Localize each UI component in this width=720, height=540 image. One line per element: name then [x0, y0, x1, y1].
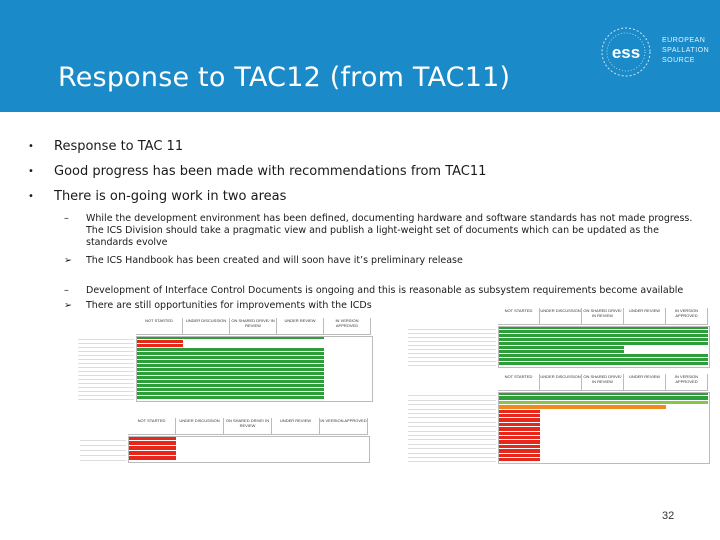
icd-status-table-d [378, 374, 712, 464]
bullet-item: • Good progress has been made with recommendations from TAC11 [24, 159, 704, 184]
icd-status-table-b [80, 418, 370, 462]
bullet-dot-icon: • [28, 191, 34, 202]
slide-header [0, 0, 720, 112]
table-row-label [408, 362, 496, 366]
table-column-header: UNDER REVIEW [272, 418, 320, 435]
bullet-list [24, 134, 704, 312]
bullet-dot-icon: • [28, 141, 34, 152]
icd-status-table-c [378, 308, 712, 370]
table-row-label [408, 458, 496, 462]
table-column-header: UNDER DISCUSSION [540, 308, 582, 325]
sub-point: – While the development environment has been defined, documenting hardware and software standards has not made progress. The ICS Division should take a pragmatic view and publish a light-weight set of documents which can be updated as the standards evolve [64, 213, 693, 248]
table-column-header: IN VERSION APPROVED [324, 318, 371, 335]
table-column-header: ON SHARED DRIVE/ IN REVIEW [582, 374, 624, 391]
bullet-item: • There is on-going work in two areas [24, 184, 704, 209]
table-column-header: ON SHARED DRIVE/ IN REVIEW [582, 308, 624, 325]
slide-title: Response to TAC12 (from TAC11) [58, 62, 511, 93]
table-column-header: ON SHARED DRIVE/ IN REVIEW [224, 418, 272, 435]
icd-status-table-a [38, 318, 374, 400]
logo-text: EUROPEAN SPALLATION SOURCE [662, 37, 710, 64]
table-row-label [80, 456, 126, 461]
table-column-header: NOT STARTED [128, 418, 176, 435]
sub-point: ➢ There are still opportunities for improvements with the ICDs [64, 300, 372, 311]
table-column-header: UNDER DISCUSSION [176, 418, 224, 435]
page-number: 32 [662, 510, 675, 522]
table-column-header: ON SHARED DRIVE/ IN REVIEW [230, 318, 277, 335]
logo-mark: ess [611, 43, 641, 62]
table-column-header: NOT STARTED [136, 318, 183, 335]
bullet-item: • Response to TAC 11 [24, 134, 704, 159]
table-column-header: UNDER REVIEW [624, 374, 666, 391]
table-column-header: UNDER DISCUSSION [183, 318, 230, 335]
bullet-dot-icon: • [28, 166, 34, 177]
table-column-header: NOT STARTED [498, 374, 540, 391]
table-column-header: UNDER DISCUSSION [540, 374, 582, 391]
sub-point: – Development of Interface Control Documents is ongoing and this is reasonable as subsystem requirements become available [64, 285, 684, 296]
table-column-header: UNDER REVIEW [277, 318, 324, 335]
table-row-label [78, 396, 134, 400]
group-label [40, 362, 80, 367]
table-column-header: IN VERSION APPROVED [666, 308, 708, 325]
table-column-header: IN VERSION APPROVED [320, 418, 368, 435]
sub-point: ➢ The ICS Handbook has been created and will soon have it’s preliminary release [64, 255, 463, 266]
table-column-header: IN VERSION APPROVED [666, 374, 708, 391]
table-column-header: NOT STARTED [498, 308, 540, 325]
table-column-header: UNDER REVIEW [624, 308, 666, 325]
